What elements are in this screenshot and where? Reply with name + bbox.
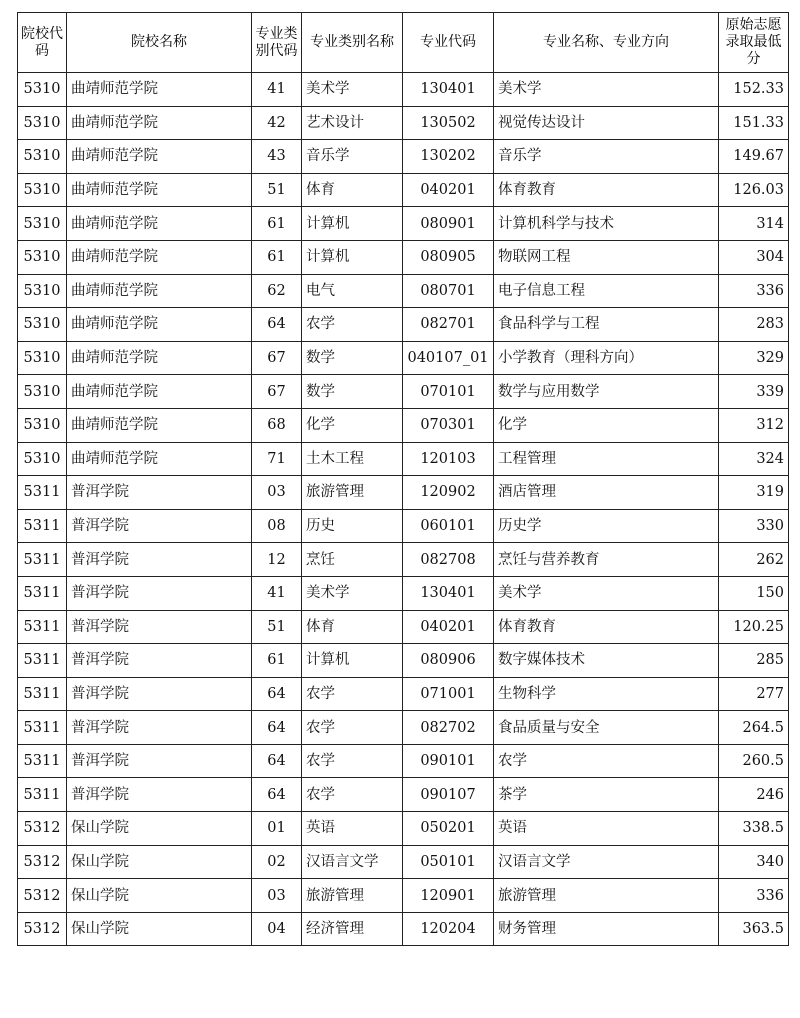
cell-category-name: 农学 (302, 308, 403, 342)
cell-major-code: 080901 (403, 207, 494, 241)
header-school-name: 院校名称 (67, 13, 252, 73)
cell-category-name: 艺术设计 (302, 106, 403, 140)
cell-min-score: 339 (719, 375, 789, 409)
cell-category-code: 64 (252, 778, 302, 812)
cell-school-code: 5310 (18, 140, 67, 174)
cell-min-score: 262 (719, 543, 789, 577)
table-row (18, 576, 789, 610)
cell-min-score: 336 (719, 879, 789, 913)
cell-major-name: 酒店管理 (494, 476, 719, 510)
cell-category-name: 农学 (302, 677, 403, 711)
cell-school-name: 曲靖师范学院 (67, 140, 252, 174)
cell-category-name: 烹饪 (302, 543, 403, 577)
cell-major-name: 旅游管理 (494, 879, 719, 913)
cell-school-name: 普洱学院 (67, 711, 252, 745)
cell-major-code: 120902 (403, 476, 494, 510)
cell-school-code: 5310 (18, 106, 67, 140)
cell-school-name: 普洱学院 (67, 677, 252, 711)
cell-major-name: 数字媒体技术 (494, 644, 719, 678)
cell-min-score: 330 (719, 509, 789, 543)
cell-major-code: 082702 (403, 711, 494, 745)
cell-category-name: 农学 (302, 778, 403, 812)
cell-category-name: 经济管理 (302, 912, 403, 946)
cell-category-name: 美术学 (302, 73, 403, 107)
cell-school-code: 5311 (18, 610, 67, 644)
cell-min-score: 120.25 (719, 610, 789, 644)
table-row (18, 408, 789, 442)
admission-score-table (17, 12, 789, 946)
cell-major-name: 物联网工程 (494, 240, 719, 274)
table-row (18, 442, 789, 476)
table-row (18, 509, 789, 543)
cell-major-code: 130202 (403, 140, 494, 174)
cell-school-code: 5310 (18, 274, 67, 308)
cell-school-name: 曲靖师范学院 (67, 240, 252, 274)
table-row (18, 778, 789, 812)
cell-major-name: 小学教育（理科方向） (494, 341, 719, 375)
cell-major-code: 080906 (403, 644, 494, 678)
cell-major-code: 040107_01 (403, 341, 494, 375)
table-row (18, 173, 789, 207)
cell-major-name: 食品质量与安全 (494, 711, 719, 745)
cell-school-name: 普洱学院 (67, 543, 252, 577)
cell-major-code: 130401 (403, 73, 494, 107)
cell-category-name: 数学 (302, 375, 403, 409)
cell-min-score: 152.33 (719, 73, 789, 107)
cell-category-name: 农学 (302, 711, 403, 745)
cell-major-code: 070101 (403, 375, 494, 409)
cell-school-code: 5310 (18, 408, 67, 442)
cell-category-code: 61 (252, 644, 302, 678)
cell-school-code: 5311 (18, 576, 67, 610)
cell-school-code: 5311 (18, 644, 67, 678)
cell-school-code: 5311 (18, 744, 67, 778)
cell-school-code: 5310 (18, 442, 67, 476)
table-row (18, 644, 789, 678)
cell-school-code: 5311 (18, 476, 67, 510)
cell-min-score: 285 (719, 644, 789, 678)
cell-major-code: 130502 (403, 106, 494, 140)
cell-category-code: 03 (252, 879, 302, 913)
cell-category-code: 04 (252, 912, 302, 946)
header-major-name: 专业名称、专业方向 (494, 13, 719, 73)
cell-category-code: 64 (252, 744, 302, 778)
cell-major-code: 071001 (403, 677, 494, 711)
cell-category-code: 71 (252, 442, 302, 476)
cell-school-code: 5310 (18, 240, 67, 274)
cell-major-code: 050101 (403, 845, 494, 879)
cell-school-code: 5310 (18, 207, 67, 241)
cell-school-code: 5311 (18, 543, 67, 577)
cell-category-name: 旅游管理 (302, 476, 403, 510)
table-row (18, 543, 789, 577)
cell-major-code: 090107 (403, 778, 494, 812)
cell-min-score: 149.67 (719, 140, 789, 174)
cell-major-name: 英语 (494, 812, 719, 846)
cell-category-code: 61 (252, 240, 302, 274)
cell-major-name: 化学 (494, 408, 719, 442)
cell-min-score: 314 (719, 207, 789, 241)
cell-school-name: 普洱学院 (67, 576, 252, 610)
cell-min-score: 363.5 (719, 912, 789, 946)
table-header (18, 13, 789, 73)
cell-major-code: 082708 (403, 543, 494, 577)
cell-major-name: 食品科学与工程 (494, 308, 719, 342)
cell-category-code: 43 (252, 140, 302, 174)
cell-school-name: 普洱学院 (67, 476, 252, 510)
cell-category-code: 68 (252, 408, 302, 442)
cell-school-name: 保山学院 (67, 879, 252, 913)
cell-school-code: 5311 (18, 677, 67, 711)
header-row (18, 13, 789, 73)
cell-major-name: 烹饪与营养教育 (494, 543, 719, 577)
cell-min-score: 277 (719, 677, 789, 711)
cell-min-score: 319 (719, 476, 789, 510)
cell-major-name: 茶学 (494, 778, 719, 812)
cell-school-name: 普洱学院 (67, 644, 252, 678)
cell-school-code: 5310 (18, 173, 67, 207)
cell-min-score: 150 (719, 576, 789, 610)
cell-school-code: 5312 (18, 912, 67, 946)
cell-major-code: 090101 (403, 744, 494, 778)
cell-category-code: 42 (252, 106, 302, 140)
cell-major-name: 音乐学 (494, 140, 719, 174)
cell-major-name: 视觉传达设计 (494, 106, 719, 140)
cell-min-score: 151.33 (719, 106, 789, 140)
cell-school-code: 5312 (18, 812, 67, 846)
cell-category-name: 汉语言文学 (302, 845, 403, 879)
cell-school-code: 5310 (18, 308, 67, 342)
cell-category-code: 67 (252, 341, 302, 375)
cell-major-code: 082701 (403, 308, 494, 342)
cell-category-name: 美术学 (302, 576, 403, 610)
table-row (18, 274, 789, 308)
cell-school-name: 曲靖师范学院 (67, 308, 252, 342)
cell-major-name: 农学 (494, 744, 719, 778)
header-category-code: 专业类别代码 (252, 13, 302, 73)
cell-major-code: 120204 (403, 912, 494, 946)
cell-major-name: 财务管理 (494, 912, 719, 946)
cell-category-code: 02 (252, 845, 302, 879)
cell-school-name: 曲靖师范学院 (67, 274, 252, 308)
cell-category-name: 农学 (302, 744, 403, 778)
header-category-name: 专业类别名称 (302, 13, 403, 73)
cell-min-score: 324 (719, 442, 789, 476)
table-row (18, 476, 789, 510)
cell-school-name: 曲靖师范学院 (67, 173, 252, 207)
cell-category-code: 12 (252, 543, 302, 577)
cell-category-code: 03 (252, 476, 302, 510)
cell-school-name: 曲靖师范学院 (67, 375, 252, 409)
cell-school-name: 普洱学院 (67, 778, 252, 812)
cell-major-code: 060101 (403, 509, 494, 543)
cell-category-code: 41 (252, 576, 302, 610)
cell-major-code: 080701 (403, 274, 494, 308)
cell-school-code: 5312 (18, 845, 67, 879)
cell-category-name: 土木工程 (302, 442, 403, 476)
cell-school-name: 曲靖师范学院 (67, 442, 252, 476)
cell-min-score: 304 (719, 240, 789, 274)
cell-school-name: 普洱学院 (67, 509, 252, 543)
cell-category-name: 体育 (302, 610, 403, 644)
table-row (18, 677, 789, 711)
cell-school-name: 曲靖师范学院 (67, 106, 252, 140)
cell-school-code: 5312 (18, 879, 67, 913)
cell-category-name: 旅游管理 (302, 879, 403, 913)
cell-major-name: 美术学 (494, 576, 719, 610)
cell-category-name: 计算机 (302, 240, 403, 274)
table-row (18, 879, 789, 913)
cell-major-name: 美术学 (494, 73, 719, 107)
cell-min-score: 246 (719, 778, 789, 812)
cell-school-name: 曲靖师范学院 (67, 73, 252, 107)
cell-school-code: 5311 (18, 509, 67, 543)
table-row (18, 610, 789, 644)
table-row (18, 845, 789, 879)
cell-major-code: 130401 (403, 576, 494, 610)
cell-major-name: 体育教育 (494, 610, 719, 644)
cell-min-score: 336 (719, 274, 789, 308)
cell-category-name: 音乐学 (302, 140, 403, 174)
header-school-code: 院校代码 (18, 13, 67, 73)
table-row (18, 912, 789, 946)
cell-school-name: 曲靖师范学院 (67, 408, 252, 442)
table-row (18, 140, 789, 174)
cell-category-code: 64 (252, 308, 302, 342)
cell-school-name: 普洱学院 (67, 744, 252, 778)
table-row (18, 240, 789, 274)
cell-category-name: 电气 (302, 274, 403, 308)
cell-major-name: 体育教育 (494, 173, 719, 207)
cell-major-name: 电子信息工程 (494, 274, 719, 308)
cell-category-name: 计算机 (302, 644, 403, 678)
cell-category-code: 62 (252, 274, 302, 308)
cell-school-name: 保山学院 (67, 912, 252, 946)
cell-category-code: 08 (252, 509, 302, 543)
cell-category-code: 51 (252, 610, 302, 644)
cell-school-name: 保山学院 (67, 845, 252, 879)
cell-min-score: 312 (719, 408, 789, 442)
table-row (18, 341, 789, 375)
cell-major-code: 070301 (403, 408, 494, 442)
table-row (18, 308, 789, 342)
cell-school-name: 保山学院 (67, 812, 252, 846)
table-row (18, 812, 789, 846)
cell-school-code: 5310 (18, 73, 67, 107)
cell-major-name: 数学与应用数学 (494, 375, 719, 409)
cell-school-code: 5310 (18, 341, 67, 375)
cell-min-score: 283 (719, 308, 789, 342)
cell-category-code: 41 (252, 73, 302, 107)
table-row (18, 73, 789, 107)
cell-min-score: 126.03 (719, 173, 789, 207)
cell-category-name: 体育 (302, 173, 403, 207)
cell-category-code: 67 (252, 375, 302, 409)
cell-category-name: 计算机 (302, 207, 403, 241)
cell-major-code: 120901 (403, 879, 494, 913)
cell-min-score: 338.5 (719, 812, 789, 846)
cell-major-code: 080905 (403, 240, 494, 274)
cell-category-code: 61 (252, 207, 302, 241)
cell-category-code: 64 (252, 677, 302, 711)
table-body (18, 73, 789, 946)
cell-major-code: 040201 (403, 610, 494, 644)
cell-major-code: 050201 (403, 812, 494, 846)
cell-min-score: 264.5 (719, 711, 789, 745)
cell-school-code: 5311 (18, 778, 67, 812)
cell-category-name: 历史 (302, 509, 403, 543)
cell-school-name: 普洱学院 (67, 610, 252, 644)
table-row (18, 375, 789, 409)
cell-school-code: 5311 (18, 711, 67, 745)
table-row (18, 106, 789, 140)
header-major-code: 专业代码 (403, 13, 494, 73)
cell-category-code: 51 (252, 173, 302, 207)
table-row (18, 711, 789, 745)
table-row (18, 207, 789, 241)
cell-major-name: 汉语言文学 (494, 845, 719, 879)
cell-major-name: 生物科学 (494, 677, 719, 711)
cell-category-code: 64 (252, 711, 302, 745)
cell-category-name: 数学 (302, 341, 403, 375)
cell-min-score: 260.5 (719, 744, 789, 778)
cell-category-name: 英语 (302, 812, 403, 846)
cell-major-name: 工程管理 (494, 442, 719, 476)
cell-min-score: 329 (719, 341, 789, 375)
cell-school-name: 曲靖师范学院 (67, 207, 252, 241)
cell-school-name: 曲靖师范学院 (67, 341, 252, 375)
cell-school-code: 5310 (18, 375, 67, 409)
cell-major-code: 040201 (403, 173, 494, 207)
cell-category-name: 化学 (302, 408, 403, 442)
header-min-score: 原始志愿录取最低分 (719, 13, 789, 73)
cell-category-code: 01 (252, 812, 302, 846)
cell-major-name: 计算机科学与技术 (494, 207, 719, 241)
cell-major-code: 120103 (403, 442, 494, 476)
cell-min-score: 340 (719, 845, 789, 879)
table-row (18, 744, 789, 778)
cell-major-name: 历史学 (494, 509, 719, 543)
